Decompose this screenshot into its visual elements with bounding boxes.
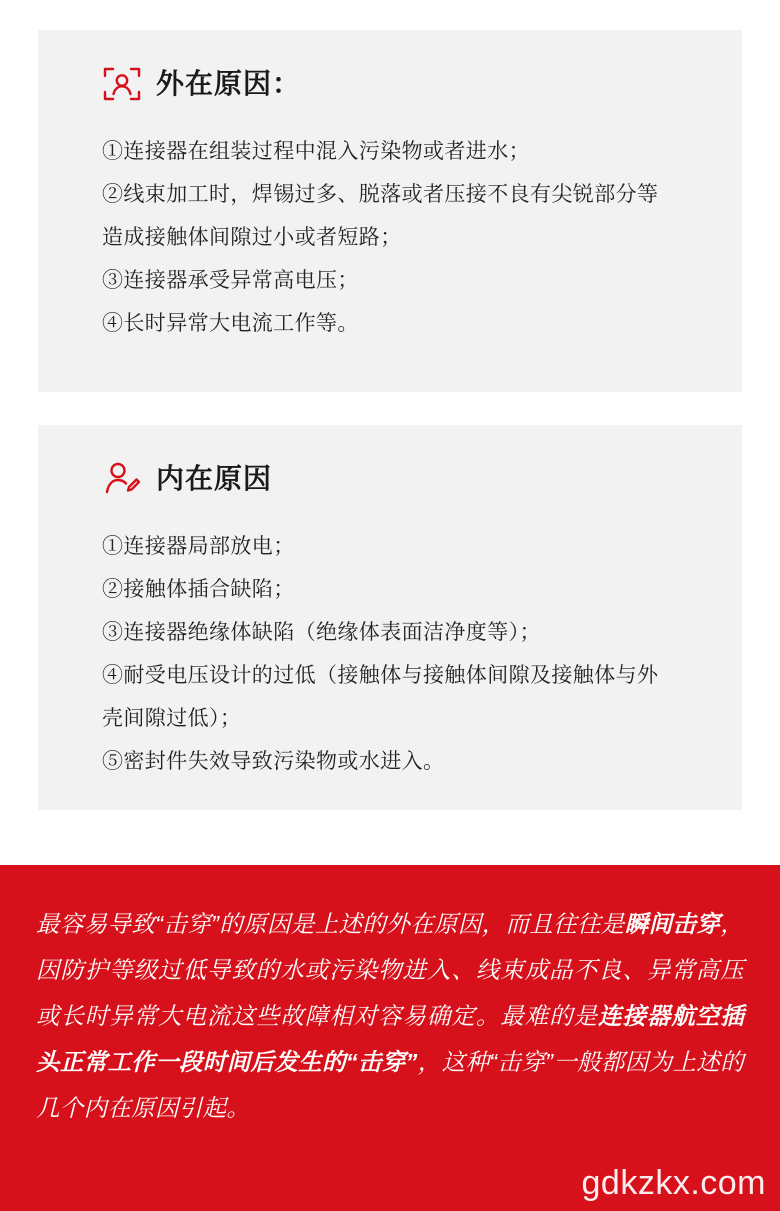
internal-causes-title: 内在原因 bbox=[156, 463, 273, 494]
summary-banner bbox=[0, 865, 780, 1211]
list-item: ⑤密封件失效导致污染物或水进入。 bbox=[102, 750, 445, 773]
list-item: ①连接器在组装过程中混入污染物或者进水； bbox=[102, 140, 530, 163]
list-item: ②线束加工时，焊锡过多、脱落或者压接不良有尖锐部分等 bbox=[102, 183, 659, 206]
person-edit-icon bbox=[102, 459, 142, 499]
list-item: ①连接器局部放电； bbox=[102, 535, 295, 558]
list-item: ②接触体插合缺陷； bbox=[102, 578, 295, 601]
summary-bold-2: 连接器航空插头正常工作一段时间后发生的“击穿” bbox=[36, 1003, 744, 1075]
summary-part-3: ，这种“击穿”一般都因为上述的几个内在原因引起。 bbox=[36, 1049, 744, 1121]
summary-part-2: ，因防护等级过低导致的水或污染物进入、线束成品不良、异常高压或长时异常大电流这些故障相对容易确定。最难的是 bbox=[36, 911, 744, 1029]
list-item: ③连接器绝缘体缺陷（绝缘体表面洁净度等）； bbox=[102, 621, 541, 644]
external-causes-title: 外在原因： bbox=[156, 68, 302, 99]
list-item: 造成接触体间隙过小或者短路； bbox=[102, 226, 402, 249]
scan-person-icon bbox=[102, 64, 142, 104]
external-causes-card bbox=[38, 30, 742, 392]
watermark: gdkzkx.com bbox=[581, 1164, 766, 1202]
external-causes-list bbox=[102, 130, 698, 345]
external-causes-header bbox=[102, 64, 708, 104]
summary-part-1: 最容易导致“击穿”的原因是上述的外在原因，而且往往是 bbox=[36, 911, 625, 937]
summary-bold-1: 瞬间击穿 bbox=[624, 911, 721, 937]
list-item: 壳间隙过低）； bbox=[102, 707, 242, 730]
summary-text bbox=[36, 901, 744, 1131]
internal-causes-header bbox=[102, 459, 708, 499]
list-item: ④耐受电压设计的过低（接触体与接触体间隙及接触体与外 bbox=[102, 664, 659, 687]
internal-causes-list bbox=[102, 525, 698, 783]
list-item: ③连接器承受异常高电压； bbox=[102, 269, 359, 292]
list-item: ④长时异常大电流工作等。 bbox=[102, 312, 359, 335]
internal-causes-card bbox=[38, 425, 742, 810]
